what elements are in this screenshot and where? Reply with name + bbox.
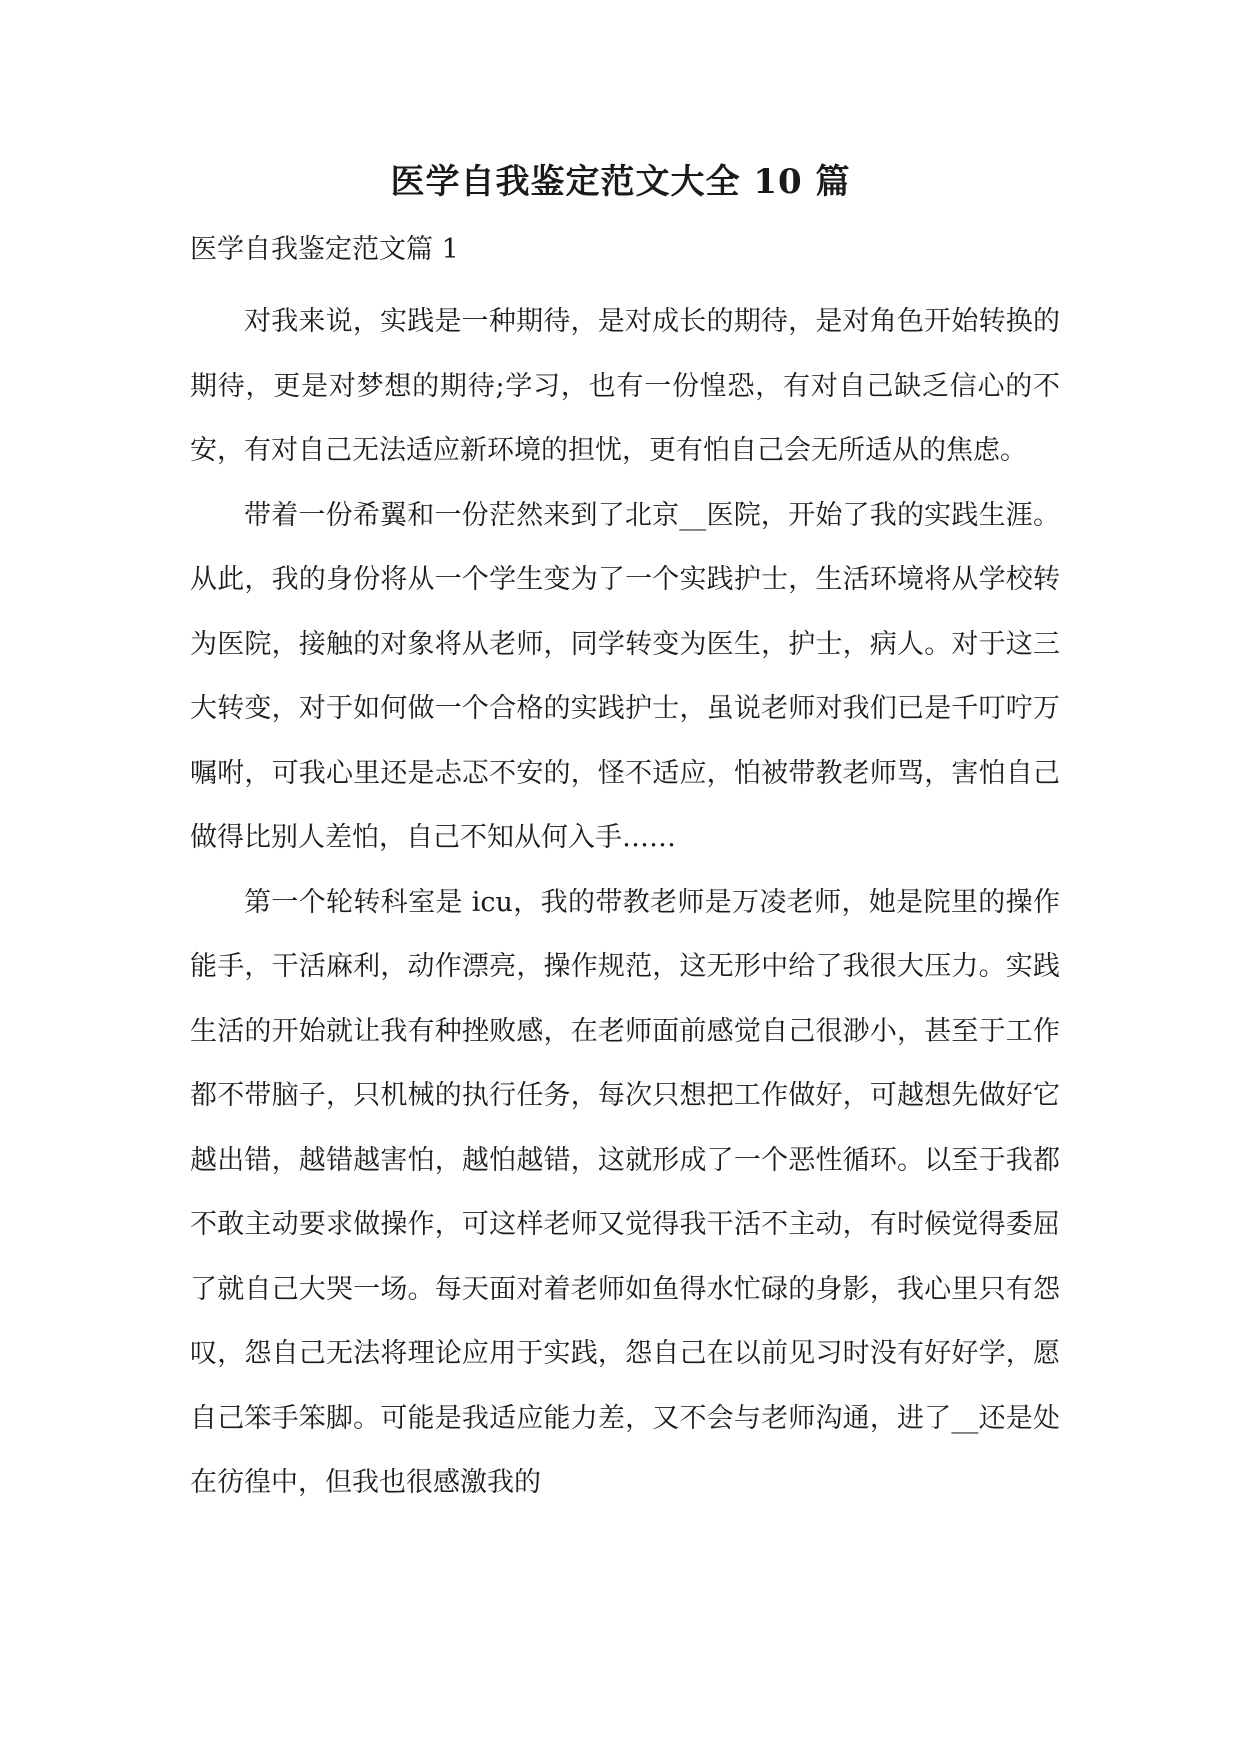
- paragraph-3: 第一个轮转科室是 icu，我的带教老师是万凌老师，她是院里的操作能手，干活麻利，动作漂亮，操作规范，这无形中给了我很大压力。实践生活的开始就让我有种挫败感，在老师面前感觉自己很渺小，甚至于工作都不带脑子，只机械的执行任务，每次只想把工作做好，可越想先做好它越出错，越错越害怕，越怕越错，这就形成了一个恶性循环。以至于我都不敢主动要求做操作，可这样老师又觉得我干活不主动，有时候觉得委屈了就自己大哭一场。每天面对着老师如鱼得水忙碌的身影，我心里只有怨叹，怨自己无法将理论应用于实践，怨自己在以前见习时没有好好学，愿自己笨手笨脚。可能是我适应能力差，又不会与老师沟通，进了__还是处在彷徨中，但我也很感激我的: [190, 886, 1060, 1498]
- paragraph-1: 对我来说，实践是一种期待，是对成长的期待，是对角色开始转换的期待，更是对梦想的期待;学习，也有一份惶恐，有对自己缺乏信心的不安，有对自己无法适应新环境的担忧，更有怕自己会无所适从的焦虑。: [190, 306, 1060, 466]
- paragraph-2: 带着一份希翼和一份茫然来到了北京__医院，开始了我的实践生涯。从此，我的身份将从一个学生变为了一个实践护士，生活环境将从学校转为医院，接触的对象将从老师，同学转变为医生，护士，病人。对于这三大转变，对于如何做一个合格的实践护士，虽说老师对我们已是千叮咛万嘱咐，可我心里还是忐忑不安的，怪不适应，怕被带教老师骂，害怕自己做得比别人差怕，自己不知从何入手……: [190, 499, 1060, 853]
- document-body: [190, 290, 1060, 1516]
- section-heading: 医学自我鉴定范文篇 1: [190, 234, 459, 265]
- document-title: 医学自我鉴定范文大全 10 篇: [390, 162, 851, 202]
